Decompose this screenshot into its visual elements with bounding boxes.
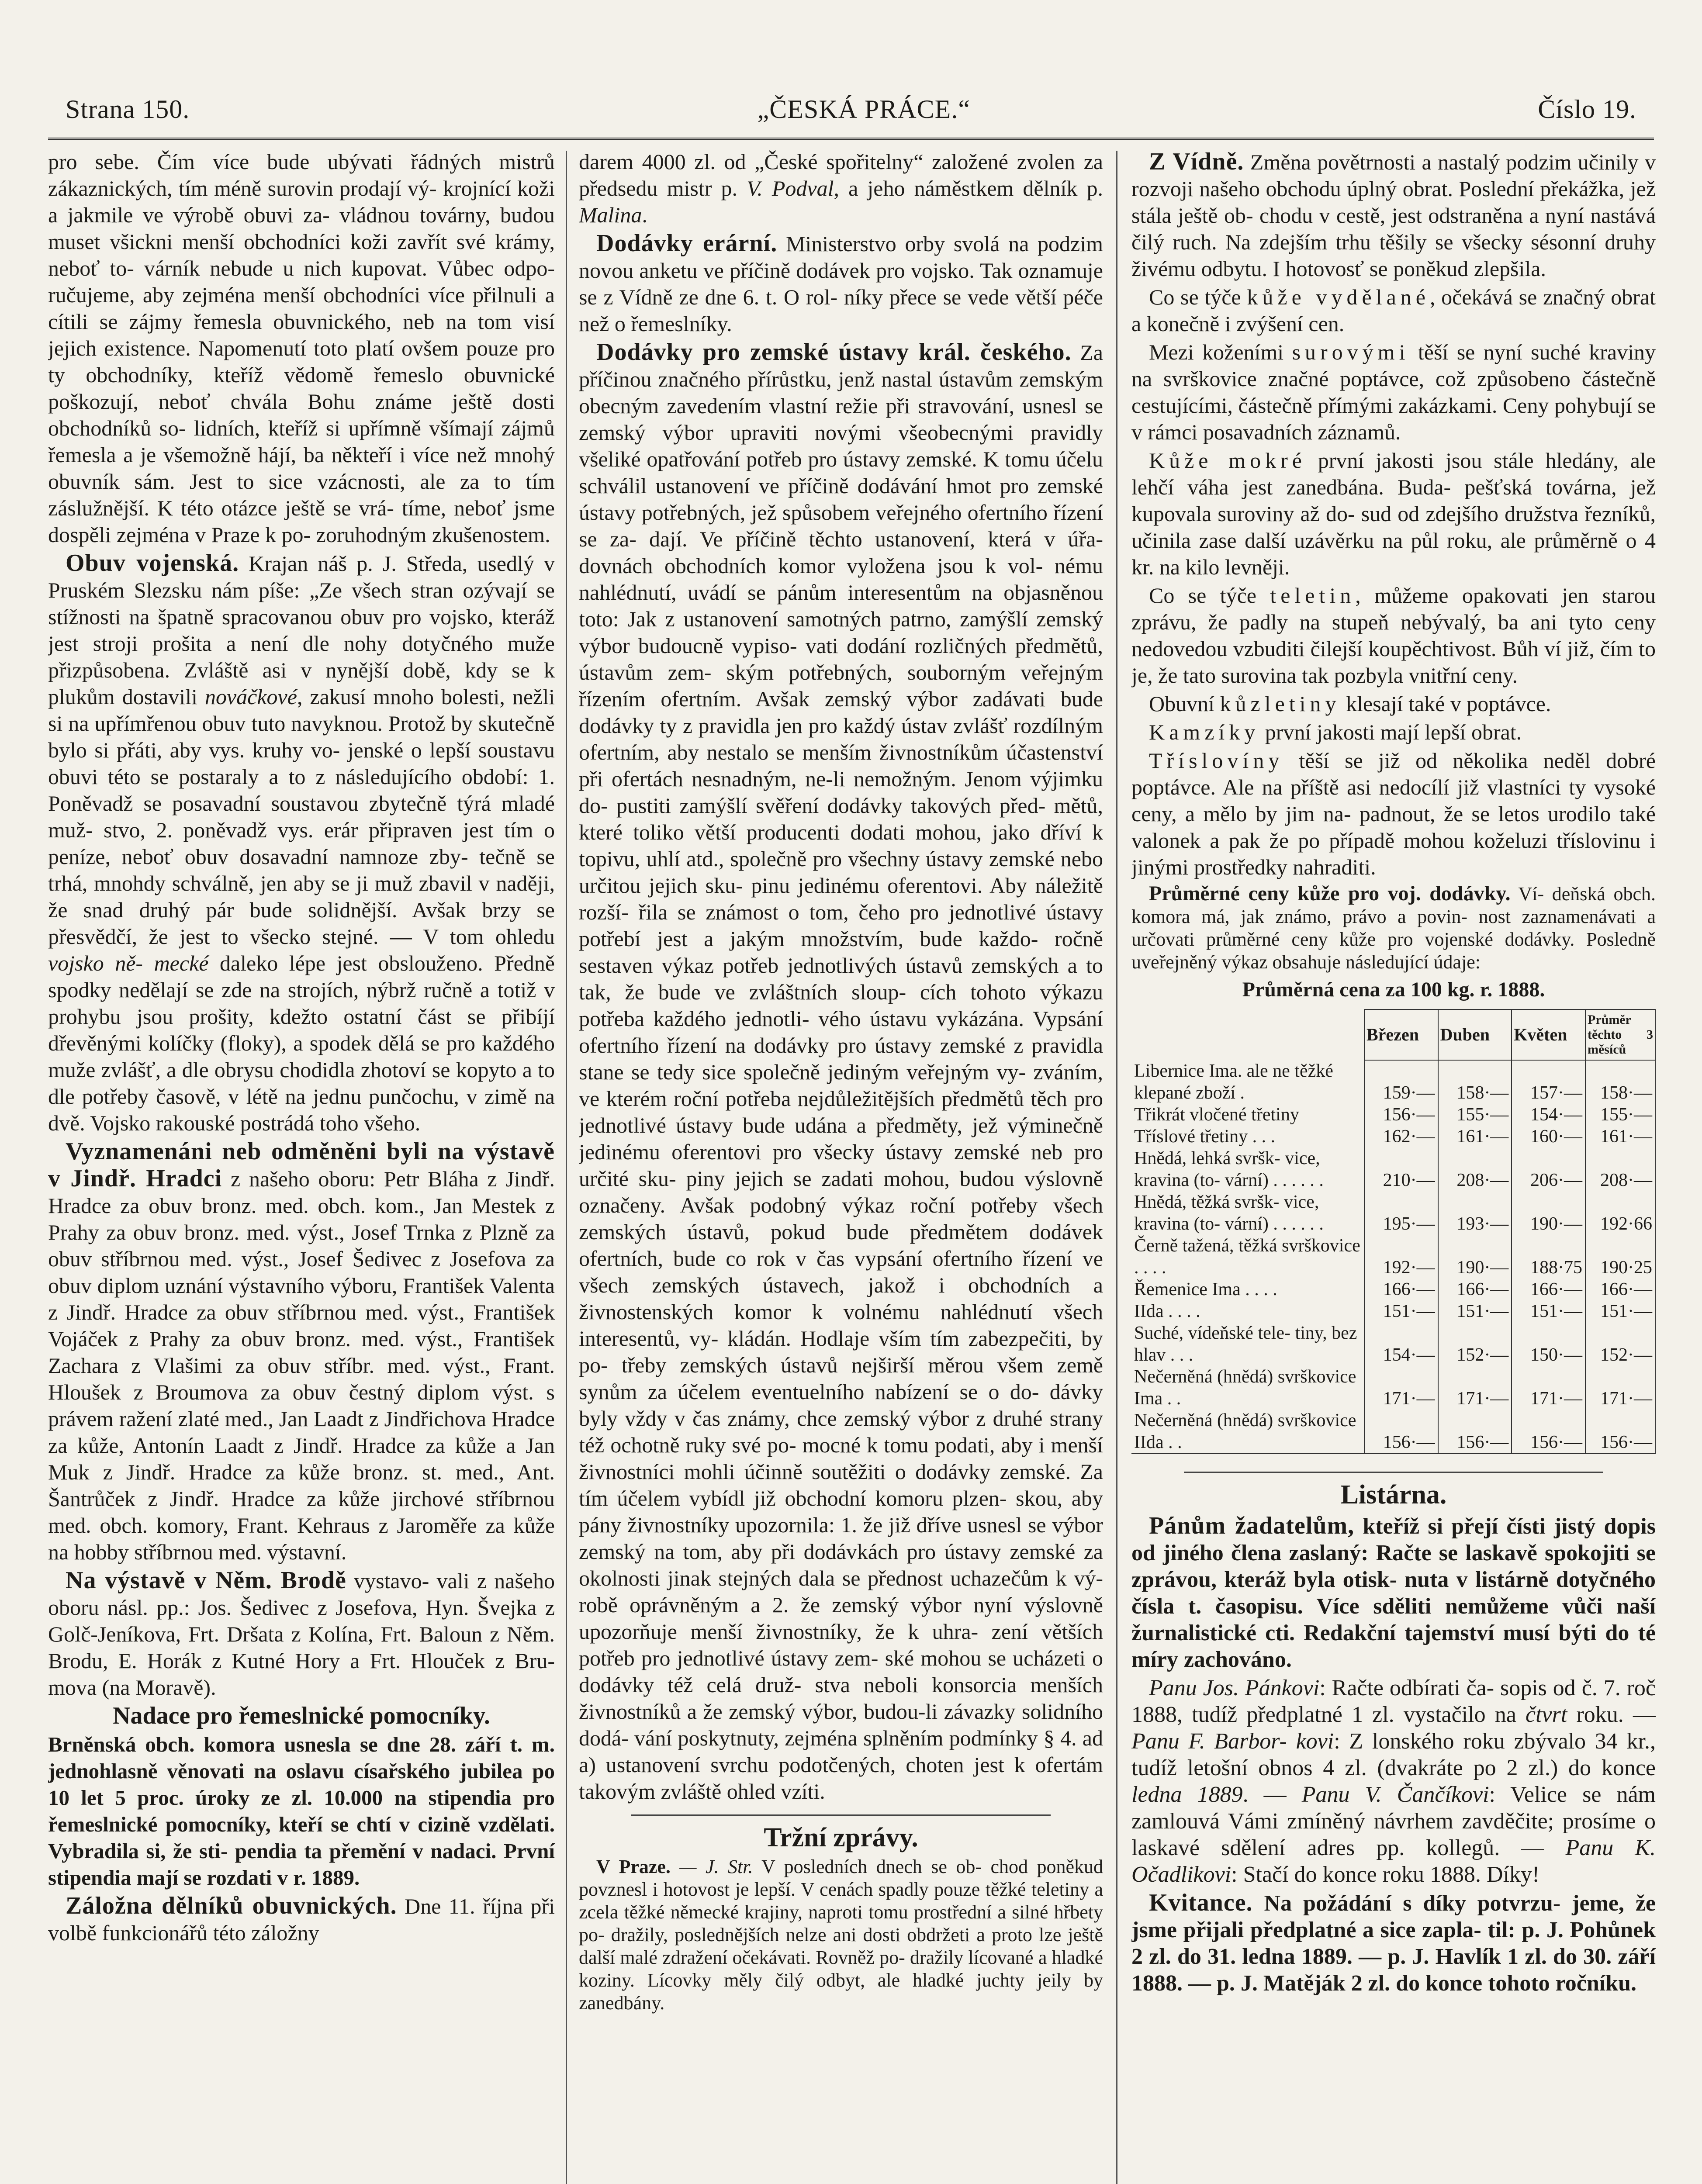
table-cell: 158·— — [1585, 1060, 1655, 1104]
price-table-title: Průměrná cena za 100 kg. r. 1888. — [1242, 978, 1545, 1001]
article-heading: Nadace pro řemeslnické pomocníky. — [113, 1702, 490, 1729]
section-divider — [1184, 1472, 1603, 1473]
table-row-label: Třikrát vločené třetiny — [1131, 1104, 1364, 1126]
table-cell: 208·— — [1585, 1147, 1655, 1191]
table-row — [1131, 1147, 1655, 1191]
table-cell: 151·— — [1512, 1300, 1585, 1322]
table-cell: 159·— — [1364, 1060, 1438, 1104]
table-row-label: Hnědá, lehká svršk- vice, kravina (to- vární) . . . . . . — [1131, 1147, 1364, 1191]
article-heading: Záložna dělníků obuvnických. — [66, 1892, 397, 1919]
table-header-cell: Květen — [1512, 1009, 1585, 1060]
section-title-trzni-zpravy: Tržní zprávy. — [764, 1823, 918, 1852]
table-row-label: Černě tažená, těžká svrškovice . . . . — [1131, 1235, 1364, 1279]
table-cell: 151·— — [1364, 1300, 1438, 1322]
article-dodavky-erarni: Dodávky erární. Ministerstvo orby svolá na podzim novou anketu ve příčině dodávek pro vojsko. Tak oznamuje se z Vídně ze dne 6. t. O rol- níky přece se vede větší péče než o řemeslníky. — [579, 230, 1103, 336]
table-row — [1131, 1410, 1655, 1454]
table-cell: 151·— — [1585, 1300, 1655, 1322]
table-cell: 158·— — [1438, 1060, 1512, 1104]
table-cell: 166·— — [1585, 1279, 1655, 1300]
market-paragraph: Kamzíky první jakosti mají lepší obrat. — [1149, 720, 1522, 744]
article-z-vidne: Z Vídně. Změna povětrnosti a nastalý podzim učinily v rozvoji našeho obchodu úplný obrat. Poslední překážka, jež stála ještě ob- chodu v cestě, jest odstraněna a nyní nastává čilý ruch. Na zdejším trhu těšily se všecky sésonní druhy živému odbytu. I hotovosť se poněkud zlepšila. — [1131, 149, 1656, 281]
table-cell: 188·75 — [1512, 1235, 1585, 1279]
table-cell: 161·— — [1585, 1126, 1655, 1147]
table-cell: 166·— — [1364, 1279, 1438, 1300]
article-vystava-brod: Na výstavě v Něm. Brodě vystavo- vali z našeho oboru násl. pp.: Jos. Šedivec z Josefova, Hyn. Švejka z Golč-Jeníkova, Frt. Dršata z Kolína, Frt. Baloun z Něm. Brodu, E. Horák z Kutné Hory a Frt. Hlouček z Bru- mova (na Moravě). — [48, 1567, 555, 1700]
table-header-cell: Průměr těchto 3 měsíců — [1585, 1009, 1655, 1060]
article-dodavky-zemske: Dodávky pro zemské ústavy král. českého. Za příčinou značného přírůstku, jenž nastal ústavům zemským obecným zavedením vlastní režie při stravování, usnesl se zemský výbor upraviti novými všeobecnými pravidly všeliké opatřování potřeb pro ústavy zemské. K tomu účelu schválil ustanovení ve příčině dodávání hmot pro zemské ústavy potřebných, jež spůsobem veřejného ofertního řízení se za- dají. Ve příčině těchto ustanovení, která v úřa- dovnách obchodních komor vyložena jsou k vol- nému nahlédnutí, uvádí se pánům interesentům na objasněnou toto: Jak z ustanovení samotných patrno, zamýšlí zemský výbor budoucně vypiso- vati dodání rozličných předmětů, ústavům zem- ským potřebných, souborným veřejným řízením ofertním. Avšak zemský výbor zadávati bude dodávky ty z pravidla jen pro každý ústav zvlášť rozdílným ofertním, aby nestalo se menším živnostníkům účastenství při ofertách nesnadným, ne-li nemožným. Jenom výjimku do- pustiti zamýšlí svěření dodávky takových před- mětů, které toliko větší producenti dodati mohou, jako dříví k topivu, uhlí atd., společně pro všechny ústavy zemské nebo určitou jejich sku- pinu jedinému oferentovi. Aby náležitě rozší- řila se známost o tom, čeho pro jednotlivé ústavy potřebí jest a jakým množstvím, bude každo- ročně sestaven výkaz potřeb jednotlivých ústavů zemských a to tak, že bude ve zvláštních sloup- cích tohoto výkazu potřeba každého jednotli- vého ústavu vykázána. Vypsání ofertního řízení na dodávky pro ústavy zemské z pravidla stane se tedy sice společně jediným veřejným vy- zváním, ve kterém roční potřeba nejdůležitějších předmětů těch pro jednotlivé ústavy bude udána a předměty, jež výminečně jedinému oferentovi pro všecky ústavy zemské neb pro určité sku- piny jejich se zadati mohou, budou výslovně označeny. Avšak podobný výkaz roční potřeby všech zemských ústavů, pokud bude předmětem dodávek ofertních, bude co rok v čas vypsání ofertního řízení ve všech zemských ústavech, jakož i obchodních a živnostenských komor k volnému nahlédnutí všech interesentů, vy- kládán. Hodlaje vším tím zabezpečiti, by po- třeby zemských ústavů nejširší měrou všem země synům za účelem eventuelního nabízení se o do- dávky byly vždy v čas známy, chce zemský výbor z druhé strany též ochotně ruky své po- mocné k tomu podati, aby i menší živnostníci mohli účinně soutěžiti o dodávky zemské. Za tím účelem vybídl již obchodní komoru plzen- skou, aby pány živnostníky upozornila: 1. že již dříve usnesl se výbor zemský na tom, aby při dodávkách pro ústavy zemské za okolnosti jinak stejných dala se přednost uchazečům k vý- robě oprávněným a 2. že zemský výbor nyní výslovně upozorňuje menší živnostníky, že k uhra- zení větších potřeb pro jednotlivé ústavy zem- ské mohou se ucházeti o dodávky též celá druž- stva neboli konsorcia menších živnostníků a že zemský výbor, budou-li závazky solidního dodá- vání poskytnuty, zejména splněním podmínky § 4. ad a) ustanovení svrchu podotčených, choten jest k ofertám takovým zvláště ohled vzíti. — [579, 339, 1103, 1804]
table-row — [1131, 1279, 1655, 1300]
table-cell: 206·— — [1512, 1147, 1585, 1191]
letter-zadatelum: Pánům žadatelům, kteříž si přejí čísti jistý dopis od jiného člena zaslaný: Račte se laskavě spokojiti se zprávou, kteráž byla otisk- nuta v listárně dotyčného čísla t. časopisu. Více sděliti nemůžeme vůči naší žurnalistické cti. Redakční tajemství musí býti do té míry zachováno. — [1131, 1512, 1656, 1672]
table-cell: 190·— — [1438, 1235, 1512, 1279]
market-paragraph: Tříslovíny těší se již od několika neděl dobré poptávce. Ale na příště asi nedocílí již vlastníci ty vysoké ceny, a mělo by jim na- padnout, že se letos urodilo také valonek a pak že po případě mohou koželuzi tříslovinu i jinými prostředky nahraditi. — [1131, 748, 1656, 879]
article-heading: Vyznamenáni neb odměněni byli na výstavě v Jindř. Hradci — [48, 1138, 555, 1192]
masthead-title: „ČESKÁ PRÁCE.“ — [757, 94, 970, 124]
table-cell: 166·— — [1512, 1279, 1585, 1300]
table-cell: 193·— — [1438, 1191, 1512, 1235]
table-row — [1131, 1322, 1655, 1366]
table-row-label: Řemenice Ima . . . . — [1131, 1279, 1364, 1300]
table-cell: 192·— — [1364, 1235, 1438, 1279]
article-continuation: darem 4000 zl. od „České spořitelny“ založené zvolen za předsedu mistr p. V. Podval, a jeho náměstkem dělník p. Malina. — [579, 149, 1103, 227]
article-heading: Z Vídně. — [1149, 149, 1244, 175]
table-cell: 162·— — [1364, 1126, 1438, 1147]
table-cell: 152·— — [1585, 1322, 1655, 1366]
table-cell: 154·— — [1512, 1104, 1585, 1126]
market-paragraph: Co se týče kůže vydělané, očekává se značný obrat a konečně i zvýšení cen. — [1131, 285, 1656, 336]
header-rule — [48, 138, 1654, 142]
table-header-cell: Březen — [1364, 1009, 1438, 1060]
article-heading: Obuv vojenská. — [66, 549, 239, 577]
table-cell: 171·— — [1512, 1366, 1585, 1410]
table-row — [1131, 1060, 1655, 1104]
table-header-cell — [1131, 1009, 1364, 1060]
table-cell: 154·— — [1364, 1322, 1438, 1366]
table-row — [1131, 1126, 1655, 1147]
table-row-label: Suché, vídeňské tele- tiny, bez hlav . . . — [1131, 1322, 1364, 1366]
table-cell: 210·— — [1364, 1147, 1438, 1191]
table-cell: 156·— — [1585, 1410, 1655, 1454]
article-continuation: pro sebe. Čím více bude ubývati řádných mistrů zákaznických, tím méně surovin prodají vý- krojnící koži a jakmile ve výrobě obuvi za- vládnou továrny, budou muset všickni menší obchodníci koži zavřít své krámy, neboť to- várník nebude u nich kupovat. Vůbec odpo- ručujeme, aby zejména menší obchodníci více přilnuli a cítili se zájmy řemesla obuvnického, neb na tom visí jejich existence. Napomenutí toto platí ovšem pouze pro ty obchodníky, kteříž vědomě řemeslo obuvnické poškozují, neboť chvála Bohu známe ještě dosti obchodníků so- lidních, kteříž si upřímně všímají zájmů řemesla a je všemožně hájí, ba někteří i více než mnohý obuvník sám. Jest to sice vzácnosti, ale za to tím záslužnější. K této otázce ještě se vrá- tíme, neboť jsme dospěli zejména v Praze k po- zoruhodným zkušenostem. — [48, 149, 555, 547]
table-cell: 150·— — [1512, 1322, 1585, 1366]
market-paragraph: Kůže mokré první jakosti jsou stále hledány, ale lehčí váha jest zanedbána. Buda- pešťská továrna, jež kupovala suroviny až do- sud od zdejšího družstva řezníků, učinila zase další uzávěrku na půl roku, ale průměrně o 4 kr. na kilo levněji. — [1131, 448, 1656, 579]
table-cell: 192·66 — [1585, 1191, 1655, 1235]
table-row — [1131, 1235, 1655, 1279]
article-heading: Dodávky pro zemské ústavy král. českého. — [596, 339, 1072, 366]
article-heading: Dodávky erární. — [596, 230, 778, 257]
table-cell: 151·— — [1438, 1300, 1512, 1322]
article-vyznamenani: Vyznamenáni neb odměněni byli na výstavě v Jindř. Hradci z našeho oboru: Petr Bláha z Jindř. Hradce za obuv bronz. med. obch. kom., Jan Mestek z Prahy za obuv bronz. med. výst., Josef Trnka z Plzně za obuv stříbrnou med. výst., Josef Šedivec z Josefova za obuv diplom uznání výstavního výboru, František Valenta z Jindř. Hradce za obuv stříbrnou med. výst., František Vojáček z Prahy za obuv bronz. med. výst., František Zachara z Vlašimi za obuv stříbr. med. výst., Frant. Hloušek z Broumova za obuv čestný diplom výst. s právem ražení zlaté med., Jan Laadt z Jindřichova Hradce za kůže, Antonín Laadt z Jindř. Hradce za kůže a Jan Muk z Jindř. Hradce za kůže bronz. st. med., Ant. Šantrůček z Jindř. Hradce za kůže jirchové stříbrnou med. obch. komory, Frant. Kehraus z Jaroměře za kůže na hobby stříbrnou med. výstavní. — [48, 1138, 555, 1564]
table-cell: 156·— — [1364, 1410, 1438, 1454]
article-zalozna: Záložna dělníků obuvnických. Dne 11. října při volbě funkcionářů této záložny — [48, 1892, 555, 1945]
table-cell: 155·— — [1438, 1104, 1512, 1126]
table-row-label: Hnědá, těžká svršk- vice, kravina (to- vární) . . . . . . — [1131, 1191, 1364, 1235]
article-obuv-vojenska: Obuv vojenská. Krajan náš p. J. Středa, usedlý v Pruském Slezsku nám píše: „Ze všech stran ozývají se stížnosti na špatně spracovanou obuv pro vojsko, kteráž jest stroji prošita a není dle nohy dotyčného muže přizpůsobena. Zvláště asi v nynější době, kdy se k plukům dostavili nováčkové, zakusí mnoho bolesti, nežli si na upřímřenou obuv tuto navyknou. Protož by skutečně bylo si přáti, aby vys. kruhy vo- jenské o lepší soustavu obuvi této se postaraly a to z následujícího období: 1. Poněvadž se posavadní soustavou zbytečně týrá mladé muž- stvo, 2. poněvadž vys. erár připraven jest tím o peníze, neboť obuv dosavadní namnoze zby- tečně se trhá, mnohdy schválně, jen aby se ji muž zbavil v naději, že snad druhý pár bude solidnější. Avšak brzy se přesvědčí, že jest to všecko stejné. — V tom ohledu vojsko ně- mecké daleko lépe jest obslouženo. Předně spodky nedělají se zde na strojích, nýbrž ručně a totiž v prohybu jsou prošity, kdežto ostatní část se přibíjí dřevěnými kolíčky (floky), a spodek dělá se pro každého muže zvlášť, a dle obrysu chodidla zhotoví se kopyto a to dle potřeby časově, v létě na jednu punčochu, v zimě na dvě. Vojsko rakouské postrádá toho všeho. — [48, 549, 555, 1135]
table-row — [1131, 1104, 1655, 1126]
letter-replies: Panu Jos. Pánkovi: Račte odbírati ča- sopis od č. 7. roč 1888, tudíž předplatné 1 zl. vystačilo na čtvrt roku. — Panu F. Barbor- kovi: Z lonského roku zbývalo 34 kr., tudíž letošní obnos 4 zl. (dvakráte po 2 zl.) do konce ledna 1889. — Panu V. Čančíkovi: Velice se nám zamlouvá Vámi zmíněný návrhem zavděčite; prosíme o laskavé sdělení adres pp. kollegů. — Panu K. Očadlikovi: Stačí do konce roku 1888. Díky! — [1131, 1676, 1656, 1887]
column-3 — [1131, 149, 1656, 2184]
article-heading: Průměrné ceny kůže pro voj. dodávky. — [1149, 882, 1511, 905]
table-cell: 156·— — [1364, 1104, 1438, 1126]
table-row-label: Nečerněná (hnědá) svrškovice IIda . . — [1131, 1410, 1364, 1454]
table-cell: 155·— — [1585, 1104, 1655, 1126]
table-cell: 160·— — [1512, 1126, 1585, 1147]
column-2 — [579, 149, 1103, 2184]
table-row — [1131, 1300, 1655, 1322]
table-cell: 156·— — [1438, 1410, 1512, 1454]
kvitance: Kvitance. Na požádání s díky potvrzu- jeme, že jsme přijali předplatné a sice zapla- til: p. J. Pohůnek 2 zl. do 31. ledna 1889. — p. J. Havlík 1 zl. do 30. září 1888. — p. J. Matěják 2 zl. do konce tohoto ročníku. — [1131, 1889, 1656, 1996]
table-cell: 166·— — [1438, 1279, 1512, 1300]
table-cell: 157·— — [1512, 1060, 1585, 1104]
page-number: Strana 150. — [66, 94, 190, 124]
table-row-label: IIda . . . . — [1131, 1300, 1364, 1322]
price-table — [1131, 1009, 1656, 1454]
table-cell: 156·— — [1512, 1410, 1585, 1454]
article-nadace: Brněnská obch. komora usnesla se dne 28. září t. m. jednohlasně věnovati na oslavu císařského jubilea po 10 let 5 proc. úroky ze zl. 10.000 na stipendia pro řemeslnické pomocníky, kteří se chtí v cizině vzdělati. Vybradila si, že sti- pendia ta přemění v nadaci. První stipendia mají se rozdati v r. 1889. — [48, 1732, 555, 1890]
section-title-listarna: Listárna. — [1340, 1480, 1447, 1510]
article-prumerne-ceny: Průměrné ceny kůže pro voj. dodávky. Ví- deňská obch. komora má, jak známo, právo a povin- nost zaznamenávati a určovati průměrné ceny kůže pro vojenské dodávky. Posledně uveřejněný výkaz obsahuje následující údaje: — [1131, 882, 1656, 973]
table-row — [1131, 1366, 1655, 1410]
table-cell: 171·— — [1364, 1366, 1438, 1410]
table-cell: 152·— — [1438, 1322, 1512, 1366]
table-row-label: Nečerněná (hnědá) svrškovice Ima . . — [1131, 1366, 1364, 1410]
article-heading: Na výstavě v Něm. Brodě — [66, 1567, 346, 1594]
table-cell: 190·25 — [1585, 1235, 1655, 1279]
issue-number: Číslo 19. — [1538, 94, 1636, 124]
column-divider — [1116, 151, 1117, 2184]
table-cell: 190·— — [1512, 1191, 1585, 1235]
market-paragraph: Obuvní kůzletiny klesají také v poptávce. — [1149, 691, 1551, 716]
table-cell: 208·— — [1438, 1147, 1512, 1191]
table-cell: 171·— — [1585, 1366, 1655, 1410]
page-header — [66, 83, 1636, 135]
table-row-label: Libernice Ima. ale ne těžké klepané zboží . — [1131, 1060, 1364, 1104]
section-divider — [631, 1814, 1051, 1816]
table-row-label: Tříslové třetiny . . . — [1131, 1126, 1364, 1147]
market-paragraph: Co se týče teletin, můžeme opakovati jen starou zprávu, že padly na stupeň nebývalý, ba ani tyto ceny nedovedou vzbuditi čilejší koupěchtivost. Bůh ví již, čím to je, že tato surovina tak pozbyla vnitřní ceny. — [1131, 583, 1656, 688]
table-cell: 161·— — [1438, 1126, 1512, 1147]
column-divider — [566, 151, 567, 2184]
column-1 — [48, 149, 555, 2184]
article-trzni-praha: V Praze. — J. Str. V posledních dnech se ob- chod poněkud povznesl i hotovost je lepší. V cenách spadly pouze těžké teletiny a zcela těžké německé krajiny, naproti tomu prostřední a silné hřbety po- dražily, poslednějších nelze ani dosti obdržeti a proto lze ještě další malé zdražení očekávati. Rovněž po- dražily lícované a hladké koziny. Lícovky měly čilý odbyt, ale hladké juchty jeily by zanedbány. — [579, 1856, 1103, 2014]
market-paragraph: Mezi koženími surovými těší se nyní suché kraviny na svrškovice značné poptávce, což způsobeno částečně cestujícími, částečně přímými zakázkami. Ceny pohybují se v rámci posavadních záznamů. — [1131, 340, 1656, 444]
table-cell: 171·— — [1438, 1366, 1512, 1410]
table-cell: 195·— — [1364, 1191, 1438, 1235]
table-header-cell: Duben — [1438, 1009, 1512, 1060]
table-row — [1131, 1191, 1655, 1235]
